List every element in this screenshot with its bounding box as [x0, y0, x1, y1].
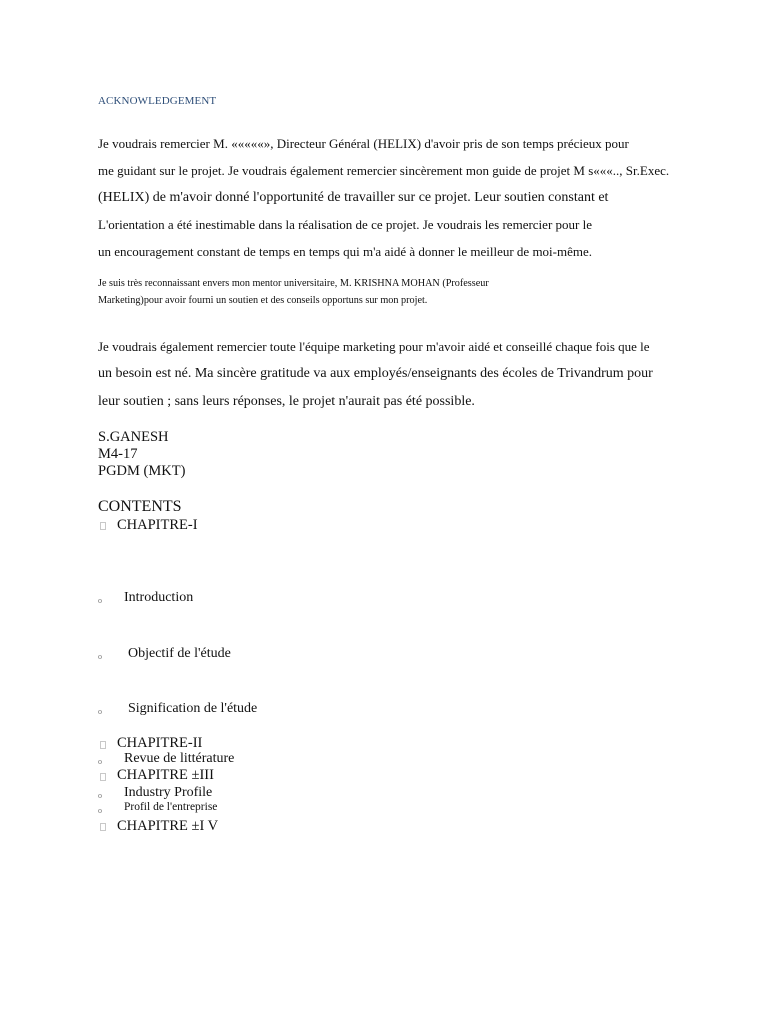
- acknowledgement-heading: ACKNOWLEDGEMENT: [98, 95, 217, 107]
- toc-item: Profil de l'entreprise: [124, 801, 218, 813]
- signature-name: S.GANESH: [98, 429, 169, 445]
- contents-title: CONTENTS: [98, 498, 182, 515]
- square-bullet-icon: [100, 741, 106, 749]
- circle-bullet-icon: o: [98, 806, 102, 815]
- toc-chapter: CHAPITRE-II: [117, 735, 203, 751]
- signature-program: PGDM (MKT): [98, 463, 186, 479]
- circle-bullet-icon: o: [98, 707, 102, 716]
- square-bullet-icon: [100, 522, 106, 530]
- square-bullet-icon: [100, 823, 106, 831]
- toc-item: Industry Profile: [124, 785, 213, 800]
- circle-bullet-icon: o: [98, 791, 102, 800]
- paragraph2-line: Je suis très reconnaissant envers mon mentor universitaire, M. KRISHNA MOHAN (Professeur: [98, 278, 489, 289]
- circle-bullet-icon: o: [98, 757, 102, 766]
- circle-bullet-icon: o: [98, 652, 102, 661]
- paragraph3-line: un besoin est né. Ma sincère gratitude va aux employés/enseignants des écoles de Trivandrum pour: [98, 366, 653, 381]
- square-bullet-icon: [100, 773, 106, 781]
- paragraph1-line: me guidant sur le projet. Je voudrais également remercier sincèrement mon guide de projet M s«««.., Sr.Exec.: [98, 163, 670, 178]
- paragraph1-line: L'orientation a été inestimable dans la réalisation de ce projet. Je voudrais les remercier pour le: [98, 217, 592, 232]
- toc-item: Revue de littérature: [124, 751, 235, 766]
- toc-chapter: CHAPITRE-I: [117, 517, 198, 533]
- paragraph1-line: un encouragement constant de temps en temps qui m'a aidé à donner le meilleur de moi-même.: [98, 244, 593, 259]
- toc-item: Signification de l'étude: [128, 701, 258, 716]
- toc-chapter: CHAPITRE ±I V: [117, 818, 219, 834]
- paragraph3-line: leur soutien ; sans leurs réponses, le projet n'aurait pas été possible.: [98, 394, 475, 409]
- circle-bullet-icon: o: [98, 596, 102, 605]
- toc-item: Objectif de l'étude: [128, 646, 231, 661]
- toc-chapter: CHAPITRE ±III: [117, 767, 214, 783]
- paragraph3-line: Je voudrais également remercier toute l'équipe marketing pour m'avoir aidé et conseillé chaque fois que le: [98, 339, 650, 354]
- paragraph1-line: Je voudrais remercier M. «««««», Directeur Général (HELIX) d'avoir pris de son temps précieux pour: [98, 136, 629, 151]
- signature-roll: M4-17: [98, 446, 138, 462]
- paragraph2-line: Marketing)pour avoir fourni un soutien et des conseils opportuns sur mon projet.: [98, 295, 428, 306]
- toc-item: Introduction: [124, 590, 194, 605]
- paragraph1-line: (HELIX) de m'avoir donné l'opportunité de travailler sur ce projet. Leur soutien constant et: [98, 190, 609, 205]
